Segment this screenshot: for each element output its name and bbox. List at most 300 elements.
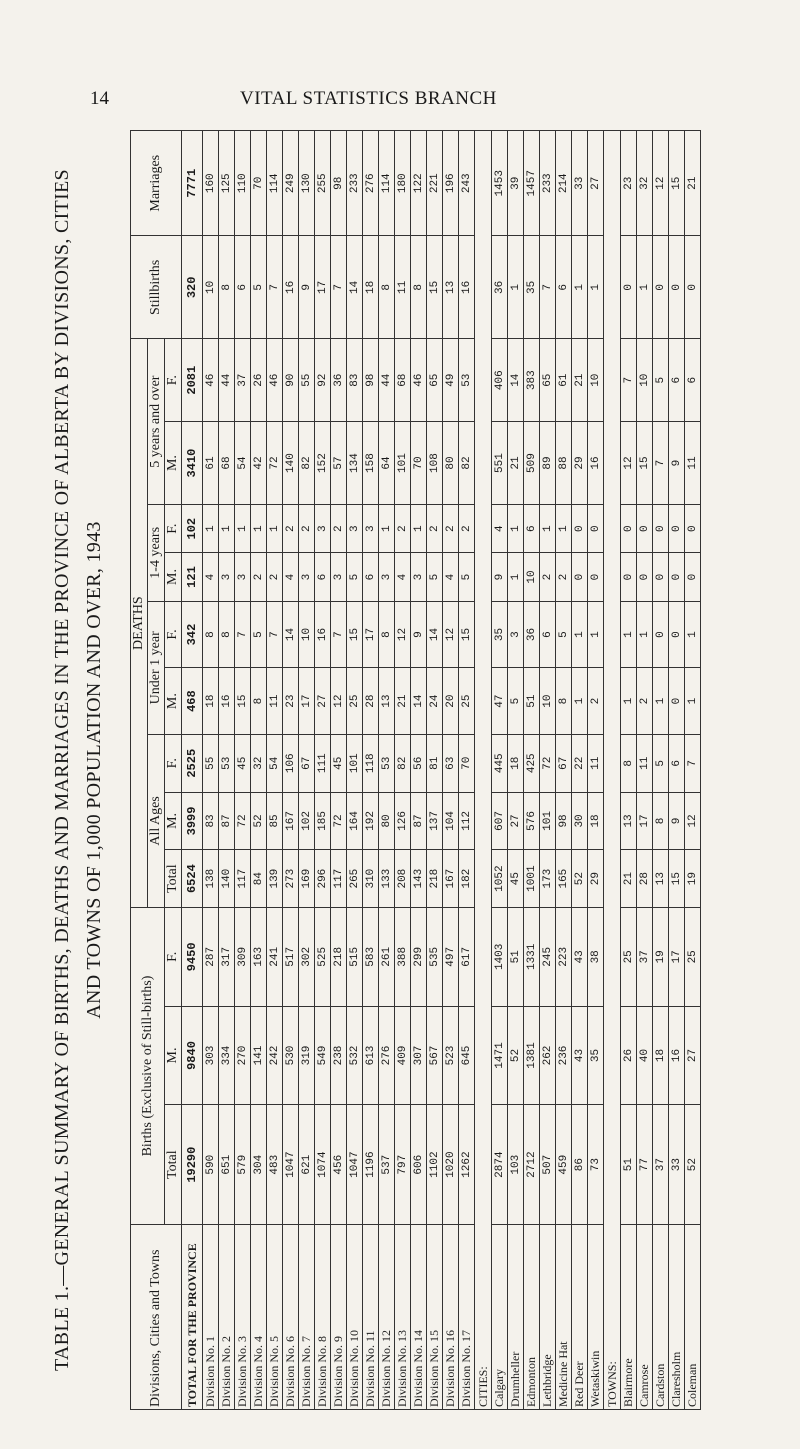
- cell: 3: [508, 601, 524, 668]
- cell: 72: [540, 734, 556, 792]
- cell: 16: [588, 422, 604, 505]
- cell: 2: [459, 504, 475, 552]
- table-row: [685, 131, 701, 1410]
- cell: 164: [347, 792, 363, 850]
- cell: 309: [235, 907, 251, 1006]
- cell: 106: [283, 734, 299, 792]
- cell: 1052: [492, 850, 508, 908]
- table-row: [315, 131, 331, 1410]
- cell: 1403: [492, 907, 508, 1006]
- row-label: Division No. 13: [395, 1225, 411, 1410]
- cell: 160: [203, 131, 219, 236]
- cell: 273: [283, 850, 299, 908]
- cell: 532: [347, 1006, 363, 1105]
- cell: 607: [492, 792, 508, 850]
- cell: 2874: [492, 1105, 508, 1225]
- table-title-line-1: TABLE 1.—GENERAL SUMMARY OF BIRTHS, DEATHS AND MARRIAGES IN THE PROVINCE OF ALBERTA BY DIVISIONS, CITIES: [51, 169, 73, 1371]
- table-row: [556, 131, 572, 1410]
- cell: 8: [379, 236, 395, 339]
- cell: 456: [331, 1105, 347, 1225]
- cell: 10: [637, 339, 653, 422]
- row-label: Blairmore: [621, 1225, 637, 1410]
- cell: 270: [235, 1006, 251, 1105]
- cell: 535: [427, 907, 443, 1006]
- header-deaths-f: F.: [165, 734, 182, 792]
- cell: 104: [443, 792, 459, 850]
- cell: 51: [524, 668, 540, 735]
- table-row: [331, 131, 347, 1410]
- cell: 65: [427, 339, 443, 422]
- cell: 25: [459, 668, 475, 735]
- cell: 137: [427, 792, 443, 850]
- cell: 185: [315, 792, 331, 850]
- cell: 89: [540, 422, 556, 505]
- cell: 56: [411, 734, 427, 792]
- header-deaths-m: M.: [165, 792, 182, 850]
- cell: 10: [524, 553, 540, 601]
- cell: 5: [556, 601, 572, 668]
- header-marriages: Marriages: [131, 131, 182, 236]
- table-title-line-2: AND TOWNS OF 1,000 POPULATION AND OVER, 1943: [83, 521, 105, 1019]
- cell: 265: [347, 850, 363, 908]
- cell: 54: [235, 422, 251, 505]
- cell: 122: [411, 131, 427, 236]
- cell: 1: [588, 236, 604, 339]
- cell: 5: [427, 553, 443, 601]
- row-label: Division No. 2: [219, 1225, 235, 1410]
- cell: 196: [443, 131, 459, 236]
- cell: 8: [251, 668, 267, 735]
- cell: 302: [299, 907, 315, 1006]
- header-births-f: F.: [165, 907, 182, 1006]
- cell: 21: [572, 339, 588, 422]
- cell: 3: [219, 553, 235, 601]
- cell: 1: [653, 668, 669, 735]
- cell: 111: [315, 734, 331, 792]
- rotated-table-region: [20, 120, 740, 1420]
- cell: 36: [524, 601, 540, 668]
- province-total-row: [182, 131, 203, 1410]
- cell: 3: [363, 504, 379, 552]
- cell: 0: [621, 504, 637, 552]
- cell: 606: [411, 1105, 427, 1225]
- cell: 0: [685, 236, 701, 339]
- cell: 233: [347, 131, 363, 236]
- cell: 10: [203, 236, 219, 339]
- cell: 19290: [182, 1105, 203, 1225]
- cell: 52: [508, 1006, 524, 1105]
- cell: 17: [299, 668, 315, 735]
- section-heading-row: [604, 131, 621, 1410]
- cell: 233: [540, 131, 556, 236]
- cell: 35: [588, 1006, 604, 1105]
- cell: 15: [347, 601, 363, 668]
- cell: 192: [363, 792, 379, 850]
- cell: 1: [637, 601, 653, 668]
- cell: 242: [267, 1006, 283, 1105]
- header-under1-f: F.: [165, 601, 182, 668]
- cell: 0: [572, 553, 588, 601]
- table-row: [443, 131, 459, 1410]
- cell: 25: [621, 907, 637, 1006]
- row-label: Division No. 11: [363, 1225, 379, 1410]
- cell: 68: [395, 339, 411, 422]
- cell: 21: [621, 850, 637, 908]
- cell: 208: [395, 850, 411, 908]
- cell: 406: [492, 339, 508, 422]
- cell: 84: [251, 850, 267, 908]
- row-label: Division No. 8: [315, 1225, 331, 1410]
- cell: 134: [347, 422, 363, 505]
- cell: 0: [669, 553, 685, 601]
- cell: 139: [267, 850, 283, 908]
- cell: 130: [299, 131, 315, 236]
- cell: 6: [669, 734, 685, 792]
- cell: 241: [267, 907, 283, 1006]
- row-label: Division No. 15: [427, 1225, 443, 1410]
- cell: 1: [572, 236, 588, 339]
- cell: 40: [637, 1006, 653, 1105]
- cell: 163: [251, 907, 267, 1006]
- table-row: [588, 131, 604, 1410]
- cell: 85: [267, 792, 283, 850]
- cell: 14: [283, 601, 299, 668]
- cell: 0: [669, 601, 685, 668]
- cell: 296: [315, 850, 331, 908]
- cell: 2: [395, 504, 411, 552]
- cell: 6: [556, 236, 572, 339]
- cell: 1074: [315, 1105, 331, 1225]
- table-row: [235, 131, 251, 1410]
- table-row: [203, 131, 219, 1410]
- cell: 1047: [283, 1105, 299, 1225]
- cell: 27: [685, 1006, 701, 1105]
- page-number: 14: [90, 88, 109, 109]
- cell: 6: [685, 339, 701, 422]
- cell: 18: [588, 792, 604, 850]
- cell: 92: [315, 339, 331, 422]
- cell: 52: [572, 850, 588, 908]
- table-row: [251, 131, 267, 1410]
- cell: 43: [572, 907, 588, 1006]
- cell: 483: [267, 1105, 283, 1225]
- cell: 0: [637, 504, 653, 552]
- cell: 8: [379, 601, 395, 668]
- cell: 13: [379, 668, 395, 735]
- cell: 80: [443, 422, 459, 505]
- table-row: [492, 131, 508, 1410]
- cell: 3: [331, 553, 347, 601]
- cell: 28: [637, 850, 653, 908]
- table-row: [572, 131, 588, 1410]
- cell: 530: [283, 1006, 299, 1105]
- cell: 1102: [427, 1105, 443, 1225]
- row-label: Division No. 5: [267, 1225, 283, 1410]
- cell: 16: [283, 236, 299, 339]
- cell: 7: [267, 236, 283, 339]
- cell: 8: [653, 792, 669, 850]
- cell: 54: [267, 734, 283, 792]
- row-label: Division No. 17: [459, 1225, 475, 1410]
- cell: 1331: [524, 907, 540, 1006]
- cell: 2712: [524, 1105, 540, 1225]
- cell: 1: [637, 236, 653, 339]
- cell: 551: [492, 422, 508, 505]
- cell: 23: [621, 131, 637, 236]
- header-stillbirths: Stillbirths: [131, 236, 182, 339]
- row-label: Division No. 1: [203, 1225, 219, 1410]
- cell: 249: [283, 131, 299, 236]
- cell: 14: [427, 601, 443, 668]
- cell: 114: [267, 131, 283, 236]
- cell: 23: [283, 668, 299, 735]
- cell: 0: [572, 504, 588, 552]
- cell: 3: [379, 553, 395, 601]
- cell: 0: [653, 601, 669, 668]
- cell: 8: [219, 601, 235, 668]
- cell: 1001: [524, 850, 540, 908]
- cell: 117: [235, 850, 251, 908]
- cell: 590: [203, 1105, 219, 1225]
- cell: 15: [427, 236, 443, 339]
- cell: 6: [363, 553, 379, 601]
- cell: 21: [395, 668, 411, 735]
- header-under1-m: M.: [165, 668, 182, 735]
- cell: 67: [556, 734, 572, 792]
- row-label: Division No. 3: [235, 1225, 251, 1410]
- table-row: [637, 131, 653, 1410]
- header-5over-m: M.: [165, 422, 182, 505]
- row-label: Division No. 4: [251, 1225, 267, 1410]
- cell: 140: [283, 422, 299, 505]
- header-1-4-f: F.: [165, 504, 182, 552]
- header-under-1-year: Under 1 year: [148, 601, 165, 734]
- cell: 0: [653, 553, 669, 601]
- table-row: [347, 131, 363, 1410]
- cell: 797: [395, 1105, 411, 1225]
- cell: 497: [443, 907, 459, 1006]
- cell: 38: [588, 907, 604, 1006]
- header-5over-f: F.: [165, 339, 182, 422]
- row-label: Claresholm: [669, 1225, 685, 1410]
- cell: 133: [379, 850, 395, 908]
- table-row: [363, 131, 379, 1410]
- cell: 1: [508, 553, 524, 601]
- cell: 1: [572, 601, 588, 668]
- cell: 17: [363, 601, 379, 668]
- table-row: [427, 131, 443, 1410]
- cell: 7771: [182, 131, 203, 236]
- cell: 310: [363, 850, 379, 908]
- cell: 45: [235, 734, 251, 792]
- cell: 2: [283, 504, 299, 552]
- cell: 2525: [182, 734, 203, 792]
- row-label: Lethbridge: [540, 1225, 556, 1410]
- cell: 65: [540, 339, 556, 422]
- cell: 1: [508, 236, 524, 339]
- row-label: Division No. 9: [331, 1225, 347, 1410]
- cell: 10: [540, 668, 556, 735]
- cell: 5: [459, 553, 475, 601]
- cell: 7: [653, 422, 669, 505]
- cell: 37: [235, 339, 251, 422]
- cell: 7: [331, 601, 347, 668]
- cell: 98: [556, 792, 572, 850]
- cell: 1262: [459, 1105, 475, 1225]
- cell: 57: [331, 422, 347, 505]
- cell: 10: [299, 601, 315, 668]
- cell: 80: [379, 792, 395, 850]
- cell: 0: [588, 553, 604, 601]
- table-row: [653, 131, 669, 1410]
- cell: 14: [347, 236, 363, 339]
- cell: 87: [411, 792, 427, 850]
- cell: 12: [443, 601, 459, 668]
- cell: 33: [669, 1105, 685, 1225]
- cell: 6: [235, 236, 251, 339]
- cell: 0: [621, 236, 637, 339]
- cell: 7: [685, 734, 701, 792]
- cell: 1: [540, 504, 556, 552]
- cell: 52: [251, 792, 267, 850]
- cell: 9: [669, 792, 685, 850]
- row-label: Division No. 12: [379, 1225, 395, 1410]
- cell: 101: [395, 422, 411, 505]
- cell: 4: [283, 553, 299, 601]
- cell: 576: [524, 792, 540, 850]
- table-body: [182, 131, 701, 1410]
- cell: 517: [283, 907, 299, 1006]
- cell: 2081: [182, 339, 203, 422]
- cell: 2: [540, 553, 556, 601]
- cell: 101: [540, 792, 556, 850]
- row-label: Camrose: [637, 1225, 653, 1410]
- cell: 6: [669, 339, 685, 422]
- cell: 583: [363, 907, 379, 1006]
- cell: 2: [331, 504, 347, 552]
- cell: 167: [443, 850, 459, 908]
- cell: 8: [203, 601, 219, 668]
- cell: 342: [182, 601, 203, 668]
- row-label: Division No. 7: [299, 1225, 315, 1410]
- header-births: Births (Exclusive of Still-births): [131, 907, 165, 1224]
- cell: 276: [363, 131, 379, 236]
- cell: 334: [219, 1006, 235, 1105]
- cell: 9: [492, 553, 508, 601]
- table-row: [621, 131, 637, 1410]
- cell: 37: [653, 1105, 669, 1225]
- cell: 8: [621, 734, 637, 792]
- cell: 11: [395, 236, 411, 339]
- cell: 15: [459, 601, 475, 668]
- cell: 43: [572, 1006, 588, 1105]
- cell: 651: [219, 1105, 235, 1225]
- cell: 7: [331, 236, 347, 339]
- cell: 3: [235, 553, 251, 601]
- cell: 29: [572, 422, 588, 505]
- cell: 276: [379, 1006, 395, 1105]
- cell: 37: [637, 907, 653, 1006]
- cell: 46: [267, 339, 283, 422]
- cell: 214: [556, 131, 572, 236]
- cell: 72: [331, 792, 347, 850]
- cell: 72: [235, 792, 251, 850]
- cell: 15: [669, 850, 685, 908]
- cell: 13: [621, 792, 637, 850]
- cell: 304: [251, 1105, 267, 1225]
- cell: 53: [219, 734, 235, 792]
- cell: 319: [299, 1006, 315, 1105]
- cell: 101: [347, 734, 363, 792]
- cell: 26: [251, 339, 267, 422]
- cell: 14: [411, 668, 427, 735]
- cell: 7: [621, 339, 637, 422]
- cell: 317: [219, 907, 235, 1006]
- cell: 70: [251, 131, 267, 236]
- cell: 1457: [524, 131, 540, 236]
- header-all-ages: All Ages: [148, 734, 165, 907]
- cell: 83: [203, 792, 219, 850]
- cell: 9450: [182, 907, 203, 1006]
- cell: 4: [203, 553, 219, 601]
- row-label: Coleman: [685, 1225, 701, 1410]
- cell: 121: [182, 553, 203, 601]
- cell: 549: [315, 1006, 331, 1105]
- cell: 35: [492, 601, 508, 668]
- cell: 7: [267, 601, 283, 668]
- cell: 1453: [492, 131, 508, 236]
- cell: 0: [685, 553, 701, 601]
- cell: 53: [379, 734, 395, 792]
- cell: 3: [315, 504, 331, 552]
- cell: 165: [556, 850, 572, 908]
- cell: 158: [363, 422, 379, 505]
- cell: 52: [685, 1105, 701, 1225]
- cell: 0: [588, 504, 604, 552]
- cell: 223: [556, 907, 572, 1006]
- cell: 17: [315, 236, 331, 339]
- cell: 507: [540, 1105, 556, 1225]
- cell: 0: [669, 668, 685, 735]
- cell: 8: [219, 236, 235, 339]
- cell: 70: [411, 422, 427, 505]
- table-row: [459, 131, 475, 1410]
- table-row: [395, 131, 411, 1410]
- cell: 1: [219, 504, 235, 552]
- cell: 4: [443, 553, 459, 601]
- cell: 16: [669, 1006, 685, 1105]
- table-row: [283, 131, 299, 1410]
- cell: 12: [395, 601, 411, 668]
- cell: 1020: [443, 1105, 459, 1225]
- cell: 12: [331, 668, 347, 735]
- header-divisions: Divisions, Cities and Towns: [131, 1225, 182, 1410]
- row-label: Wetaskiwin: [588, 1225, 604, 1410]
- row-label: Medicine Hat: [556, 1225, 572, 1410]
- cell: 6: [315, 553, 331, 601]
- cell: 102: [299, 792, 315, 850]
- cell: 64: [379, 422, 395, 505]
- cell: 236: [556, 1006, 572, 1105]
- cell: 18: [363, 236, 379, 339]
- cell: 218: [427, 850, 443, 908]
- header-births-m: M.: [165, 1006, 182, 1105]
- header-deaths: DEATHS: [131, 339, 148, 908]
- cell: 1: [411, 504, 427, 552]
- row-label: Division No. 16: [443, 1225, 459, 1410]
- cell: 51: [508, 907, 524, 1006]
- cell: 180: [395, 131, 411, 236]
